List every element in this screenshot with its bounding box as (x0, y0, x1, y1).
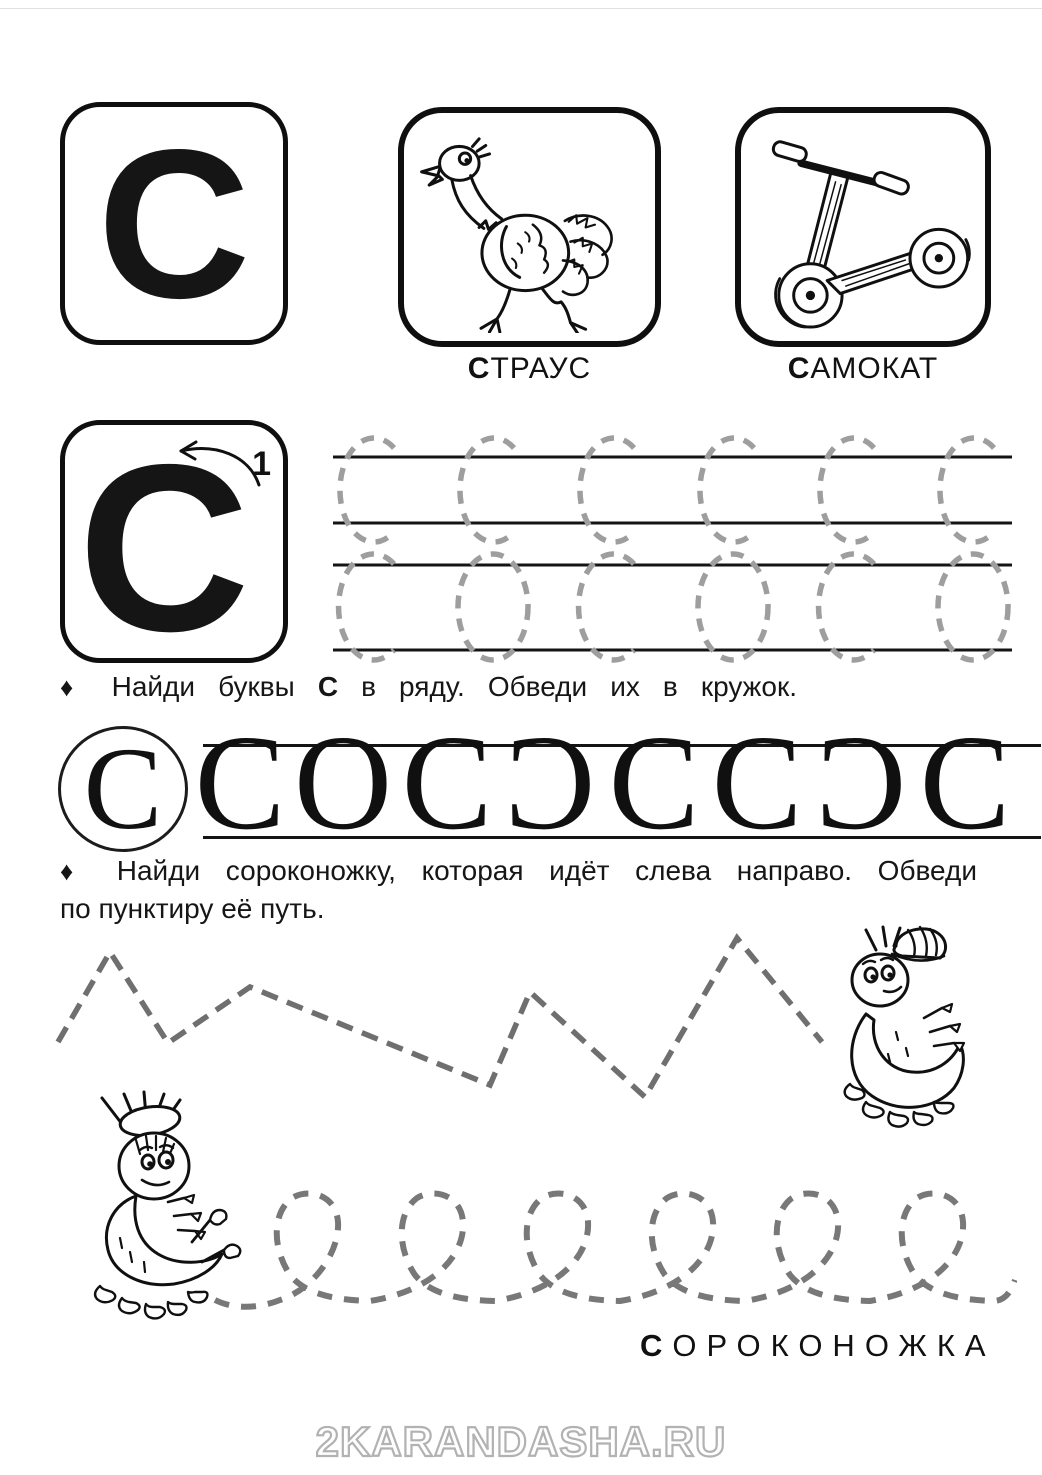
ostrich-card (398, 107, 661, 347)
tracing-row-1[interactable] (333, 417, 1012, 545)
ostrich-word-first-letter: С (467, 352, 491, 385)
ostrich-word-rest: ТРАУС (490, 352, 592, 385)
task1-instruction (60, 671, 797, 703)
example-circled-letter (58, 723, 188, 854)
stroke-direction-arrow (137, 431, 267, 493)
page-top-hairline (0, 8, 1042, 9)
stroke-order-card (60, 415, 288, 681)
task1-text-post: в ряду. Обведи их в кружок. (361, 671, 797, 702)
letter-card (60, 102, 288, 345)
loop-trace-path[interactable] (205, 1178, 1017, 1318)
bullet-diamond-icon: ♦ (60, 672, 89, 702)
site-watermark: 2KARANDASHA.RU (315, 1418, 727, 1465)
stroke-letter-glyph: С (78, 415, 250, 681)
tracing-row-2[interactable] (333, 540, 1012, 671)
row-letter-7-mirrored[interactable]: С (815, 708, 907, 858)
task2-instruction-line1 (60, 855, 977, 887)
answer-word-first-letter: С (640, 1328, 673, 1363)
task2-text-line1: Найди сороконожку, которая идёт слева направо. Обведи (116, 855, 977, 886)
task2-instruction-line2: по пунктиру её путь. (60, 893, 325, 924)
row-letter-1[interactable]: С (194, 708, 286, 858)
row-letter-5[interactable]: С (608, 708, 700, 858)
task1-text-pre: Найди буквы (111, 671, 295, 702)
bullet-diamond-icon: ♦ (60, 856, 92, 886)
stroke-step-number: 1 (252, 445, 271, 483)
ostrich-word (398, 352, 661, 386)
example-letter: С (83, 723, 163, 854)
row-letter-4-mirrored[interactable]: С (504, 708, 596, 858)
answer-word (640, 1328, 996, 1364)
ostrich-illustration (412, 121, 648, 333)
row-letter-3[interactable]: С (401, 708, 493, 858)
scooter-card (735, 107, 991, 347)
row-letter-8[interactable]: С (919, 708, 1011, 858)
scooter-illustration (749, 122, 977, 332)
find-letter-row[interactable] (194, 708, 1041, 858)
task1-target-letter: С (317, 671, 339, 702)
scooter-word (735, 352, 991, 386)
scooter-word-rest: АМОКАТ (810, 352, 939, 385)
centipede-right-illustration (826, 922, 996, 1140)
answer-word-rest: ОРОКОНОЖКА (672, 1328, 996, 1363)
row-letter-6[interactable]: С (711, 708, 803, 858)
letter-glyph: С (97, 104, 251, 342)
scooter-word-first-letter: С (787, 352, 811, 385)
row-letter-2[interactable]: О (293, 708, 393, 858)
